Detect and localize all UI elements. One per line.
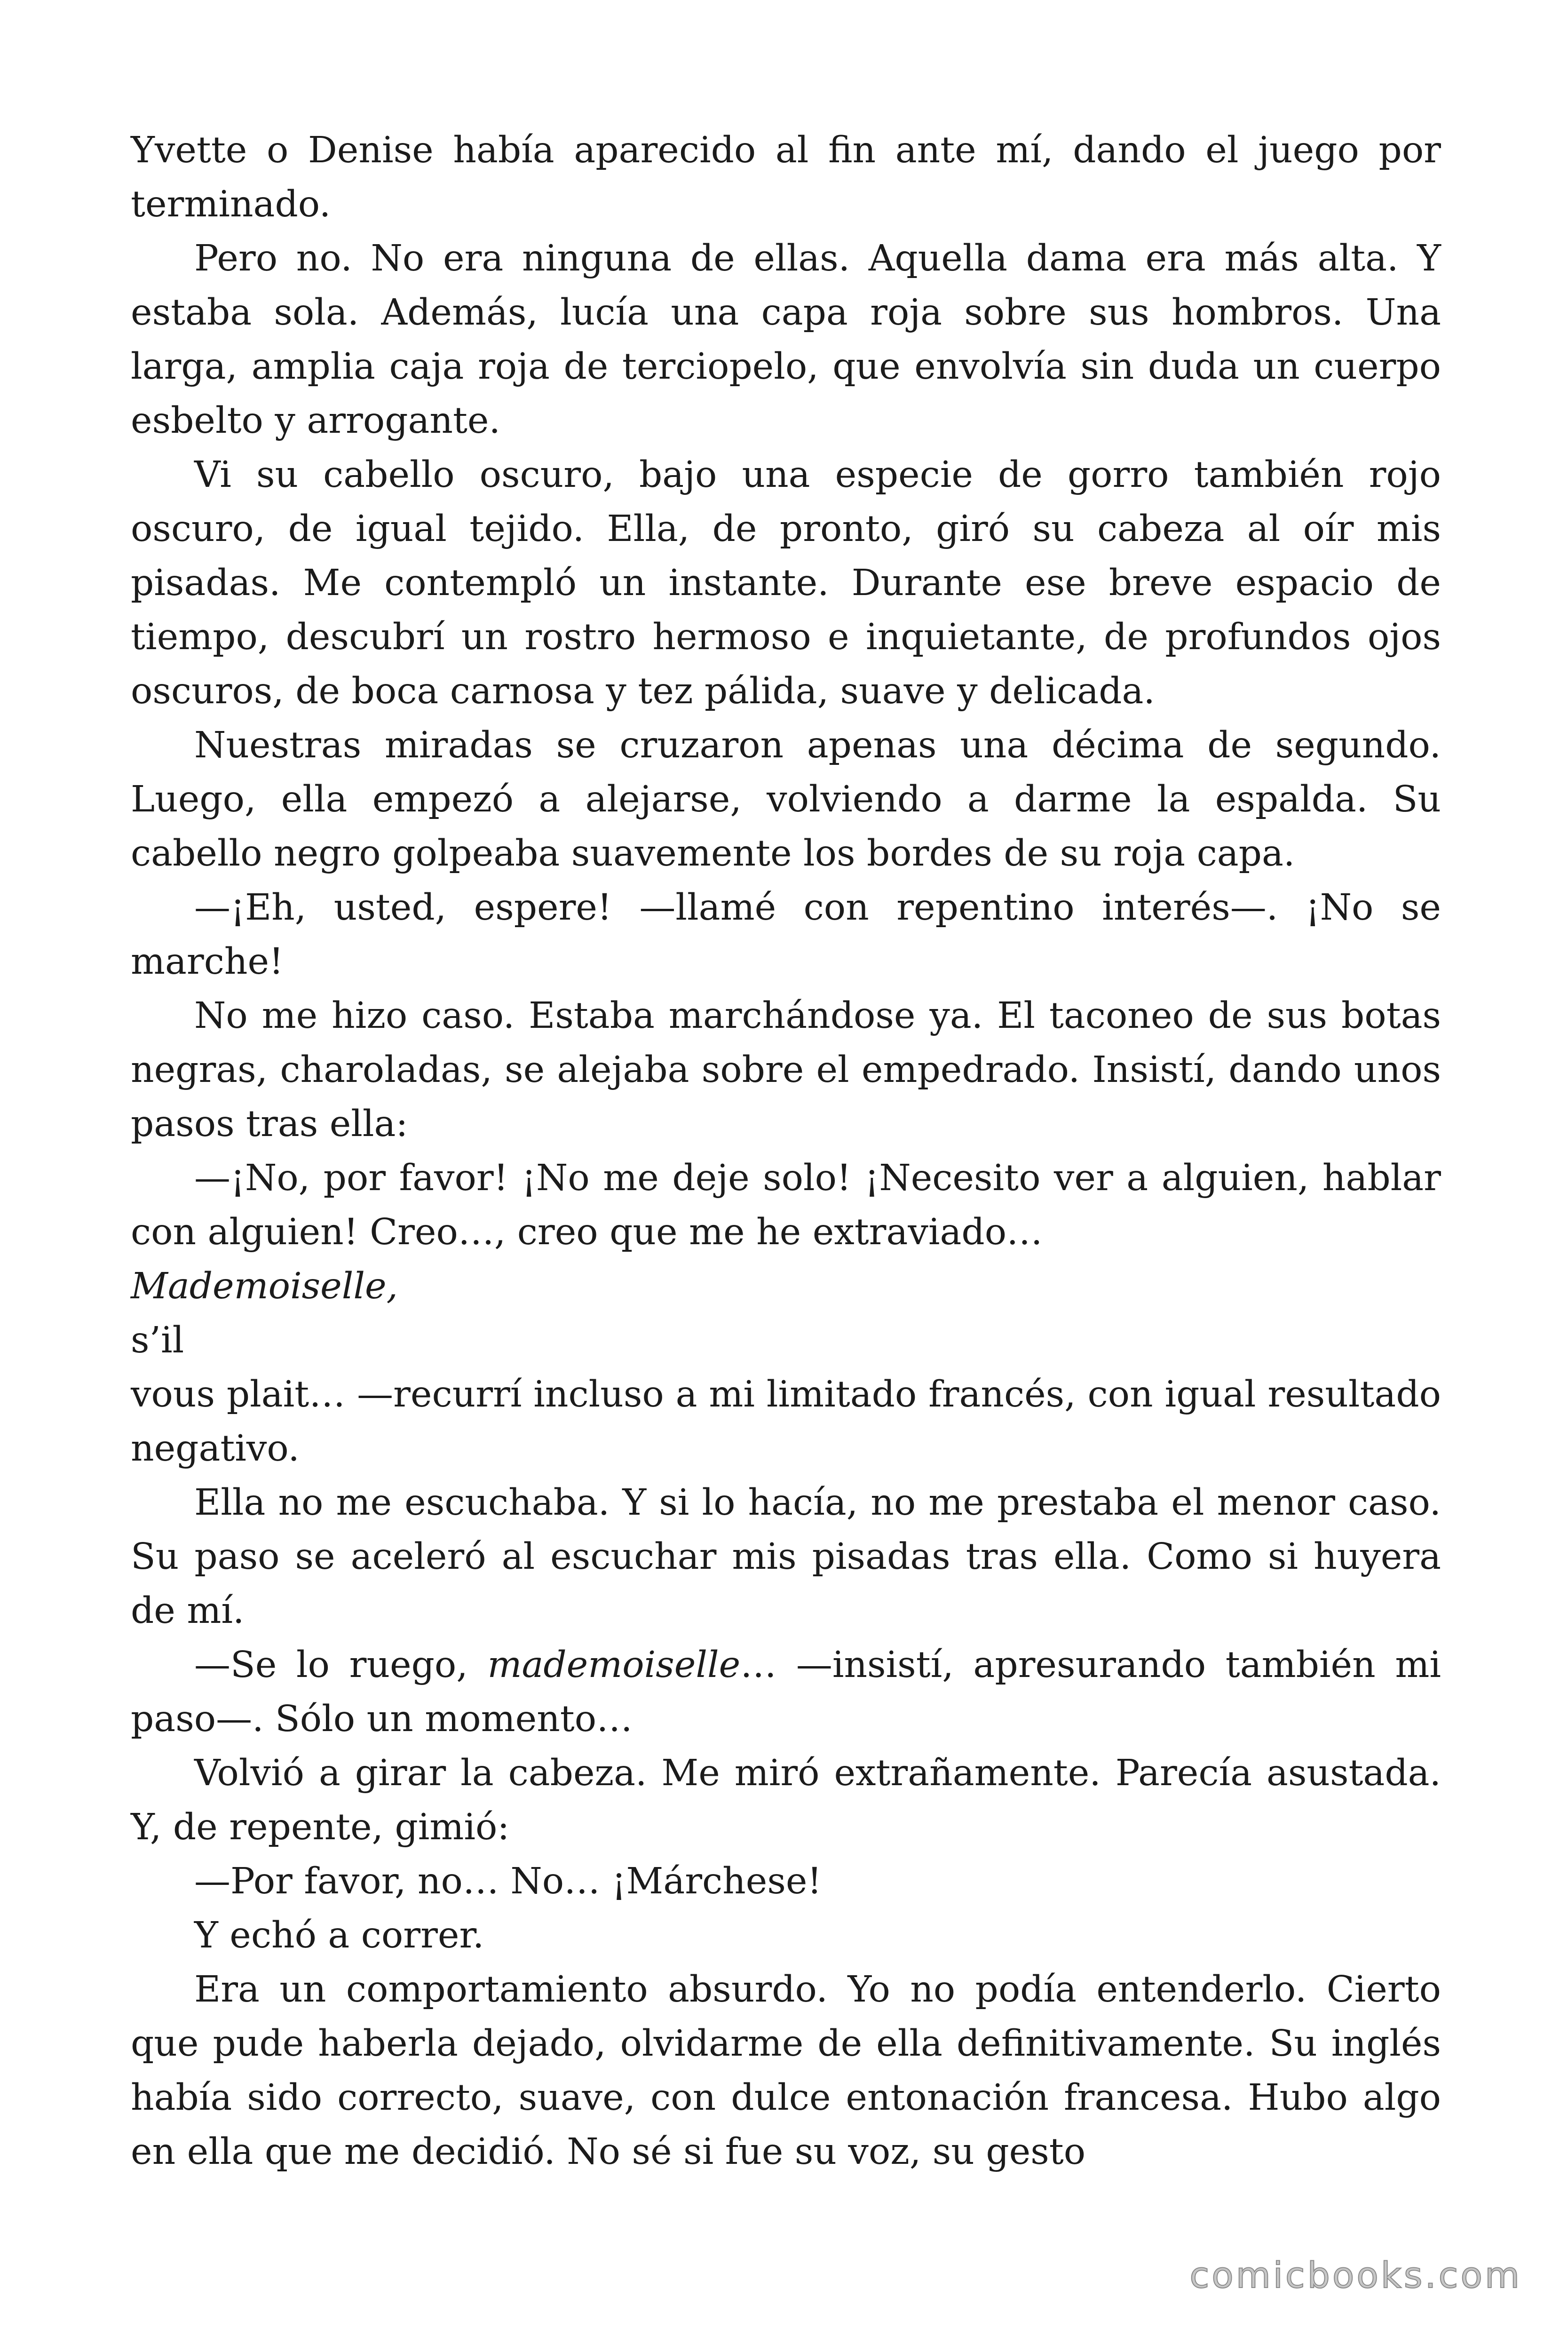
paragraph: Volvió a girar la cabeza. Me miró extrañamente. Parecía asustada. Y, de repente, gimió: (131, 1752, 1441, 1848)
paragraph: Nuestras miradas se cruzaron apenas una décima de segundo. Luego, ella empezó a alejarse, volviendo a darme la espalda. Su cabello negro golpeaba suavemente los bordes de su roja capa. (131, 724, 1441, 874)
paragraph: Y echó a correr. (194, 1915, 484, 1956)
paragraph: No me hizo caso. Estaba marchándose ya. El taconeo de sus botas negras, charoladas, se alejaba sobre el empedrado. Insistí, dando unos pasos tras ella: (131, 995, 1441, 1145)
dialogue-paragraph (131, 1638, 1441, 1746)
watermark: comicbooks.com (1189, 2254, 1522, 2296)
dialogue-paragraph: —Por favor, no… No… ¡Márchese! (194, 1860, 822, 1902)
dialogue-text: —Se lo ruego, (194, 1644, 468, 1686)
dialogue-paragraph (131, 1151, 1441, 1313)
paragraph: Pero no. No era ninguna de ellas. Aquella dama era más alta. Y estaba sola. Además, lucía una capa roja sobre sus hombros. Una larga, amplia caja roja de terciopelo, que envolvía sin duda un cuerpo esbelto y arrogante. (131, 238, 1441, 442)
italic-text: Mademoiselle, (131, 1265, 398, 1307)
dialogue-text: —¡No, por favor! ¡No me deje solo! ¡Necesito ver a alguien, hablar con alguien! Creo…, creo que me he extraviado… (131, 1157, 1441, 1253)
paragraph-continuation: vous plait… —recurrí incluso a mi limitado francés, con igual resultado negativo. (131, 1374, 1441, 1470)
page-body-text (131, 123, 1441, 2179)
paragraph: Yvette o Denise había aparecido al fin ante mí, dando el juego por terminado. (131, 129, 1441, 225)
paragraph: Vi su cabello oscuro, bajo una especie de gorro también rojo oscuro, de igual tejido. Ella, de pronto, giró su cabeza al oír mis pisadas. Me contempló un instante. Durante ese breve espacio de tiempo, descubrí un rostro hermoso e inquietante, de profundos ojos oscuros, de boca carnosa y tez pálida, suave y delicada. (131, 454, 1441, 712)
italic-text: mademoiselle (487, 1644, 741, 1686)
paragraph-fragment: s’il (131, 1319, 184, 1361)
paragraph: Era un comportamiento absurdo. Yo no podía entenderlo. Cierto que pude haberla dejado, olvidarme de ella definitivamente. Su inglés había sido correcto, suave, con dulce entonación francesa. Hubo algo en ella que me decidió. No sé si fue su voz, su gesto (131, 1969, 1441, 2173)
dialogue-text: … —insistí, apresurando también mi paso—. Sólo un momento… (131, 1644, 1441, 1740)
paragraph: Ella no me escuchaba. Y si lo hacía, no me prestaba el menor caso. Su paso se aceleró al escuchar mis pisadas tras ella. Como si huyera de mí. (131, 1482, 1441, 1632)
dialogue-paragraph: —¡Eh, usted, espere! —llamé con repentino interés—. ¡No se marche! (131, 887, 1441, 983)
